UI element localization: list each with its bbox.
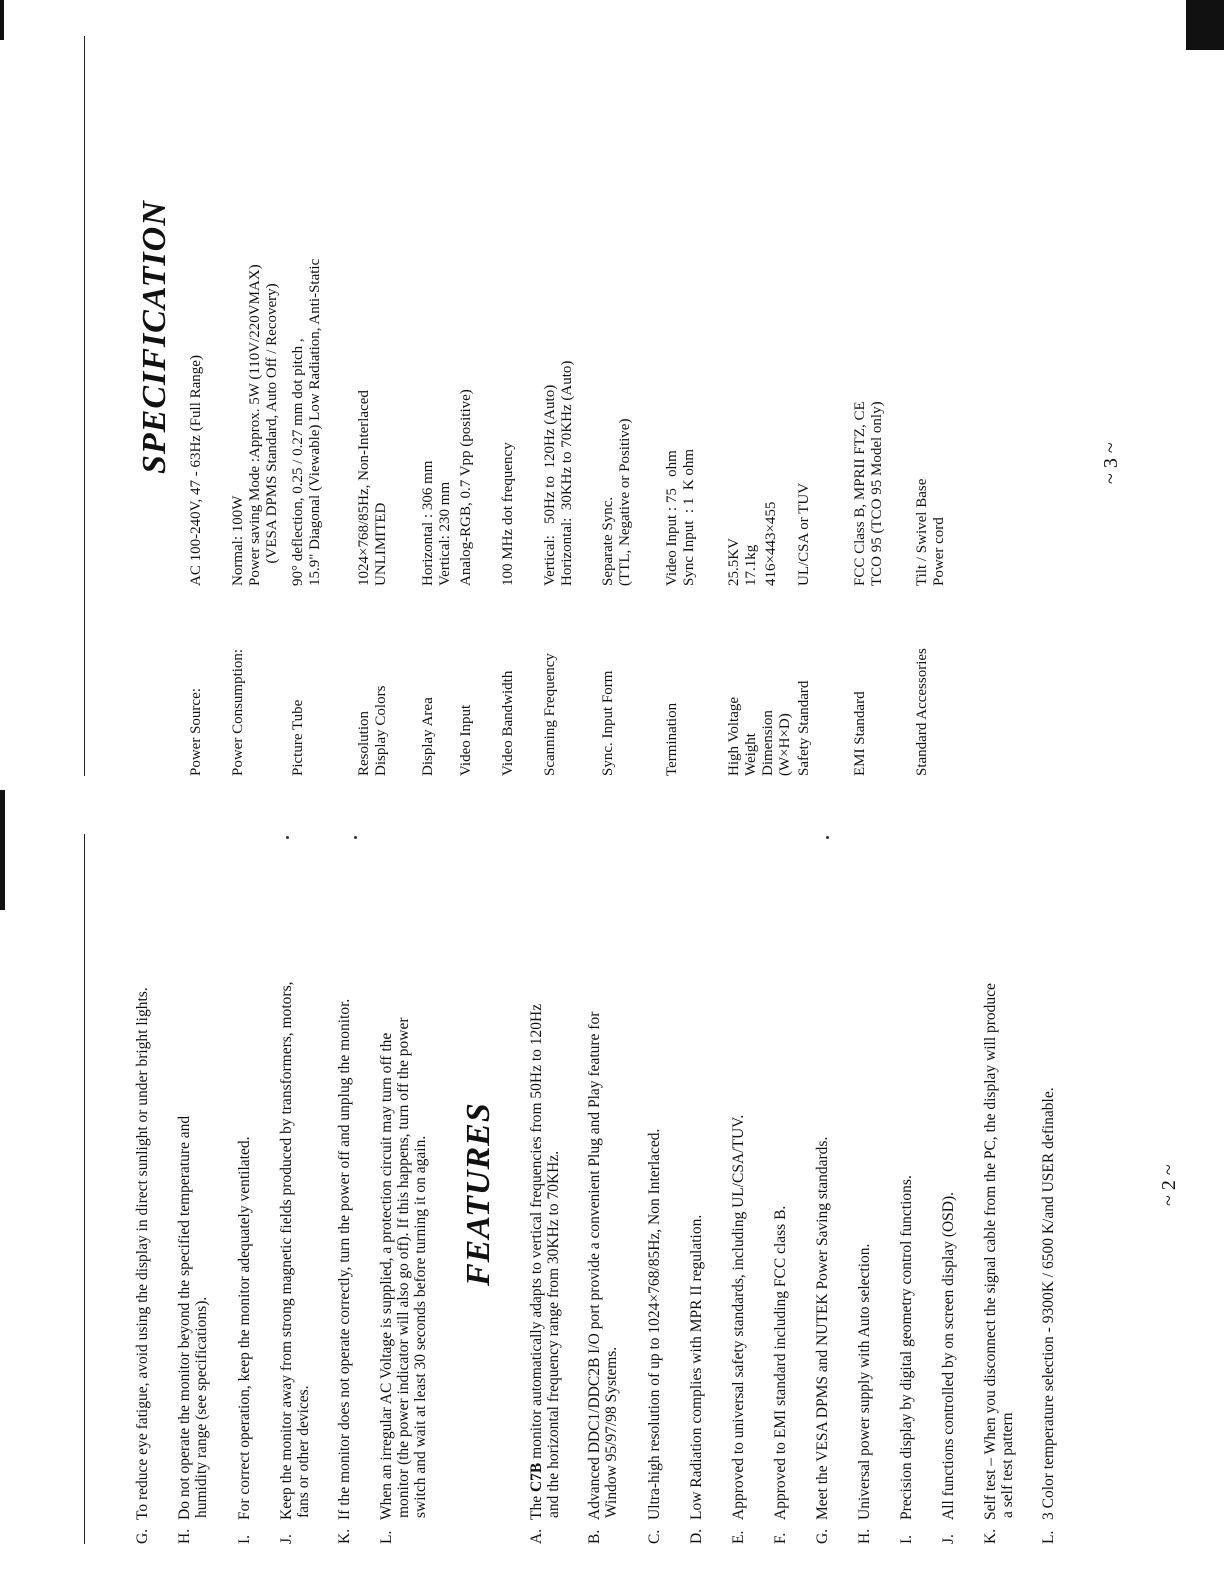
spec-label: EMI Standard: [852, 691, 868, 776]
feature-item-h: [856, 844, 873, 1544]
item-label: J.: [278, 1534, 295, 1544]
precaution-item-i: [236, 844, 253, 1544]
spec-value: Horizontal : 306 mm Vertical: 230 mm: [420, 460, 453, 586]
spec-label: Safety Standard: [796, 680, 812, 776]
spec-value: 90° deflection, 0.25 / 0.27 mm dot pitch , 15.9" Diagonal (Viewable) Low Radiation, Anti-Static: [290, 258, 323, 586]
top-rule: [84, 834, 85, 1544]
page-number: ~ 2 ~: [1158, 1164, 1180, 1206]
spec-value: Video Input : 75 ohm Sync Input : 1 K ohm: [664, 448, 697, 586]
spec-label: Sync. Input Form: [600, 670, 616, 776]
item-label: G.: [814, 1528, 831, 1544]
item-text: Low Radiation complies with MPR II regulation.: [688, 1214, 705, 1520]
item-text: When an irregular AC Voltage is supplied, a protection circuit may turn off the: [378, 1032, 395, 1520]
item-text: switch and wait at least 30 seconds before turning it on again.: [412, 1135, 429, 1518]
item-text: Universal power supply with Auto selection.: [856, 1243, 873, 1520]
spec-label: Termination: [664, 702, 680, 776]
precaution-item-k: [336, 844, 353, 1544]
scan-speck: [826, 836, 829, 839]
feature-item-f: [772, 844, 789, 1544]
spec-value: 1024×768/85Hz, Non-Interlaced UNLIMITED: [356, 390, 389, 586]
feature-item-g: [814, 844, 831, 1544]
item-label: D.: [688, 1528, 705, 1544]
spec-label: Standard Accessories: [914, 648, 930, 776]
item-text: Window 95/97/98 Systems.: [603, 1346, 620, 1518]
feature-item-d: [688, 844, 705, 1544]
spec-value: FCC Class B, MPRII FTZ, CE TCO 95 (TCO 95 Model only): [852, 401, 885, 586]
item-text: The: [528, 1492, 545, 1520]
item-text: monitor automatically adapts to vertical frequencies from 50Hz to 120Hz: [528, 1003, 545, 1463]
spec-value: Tilt / Swivel Base Power cord: [914, 478, 947, 586]
right-page: [0, 36, 1224, 776]
item-text: monitor (the power indicator will also go off). If this happens, turn off the power: [395, 1017, 412, 1518]
item-label: K.: [336, 1528, 353, 1544]
feature-item-j: [940, 844, 957, 1544]
precaution-item-l: [378, 844, 429, 1544]
item-label: K.: [982, 1528, 999, 1544]
item-text: Self test – When you disconnect the signal cable from the PC, the display will produce: [982, 983, 999, 1520]
precaution-item-g: [134, 844, 151, 1544]
page-number: ~ 3 ~: [1100, 442, 1122, 484]
spec-value: Separate Sync. (TTL, Negative or Positive): [600, 418, 633, 586]
item-text: Approved to EMI standard including FCC class B.: [772, 1205, 789, 1520]
item-label: F.: [772, 1532, 789, 1544]
item-text: Ultra-high resolution of up to 1024×768/85Hz, Non Interlaced.: [646, 1128, 663, 1520]
spec-value: 25.5KV 17.1kg 416×443×455: [726, 501, 779, 586]
spec-value: AC 100-240V, 47 - 63Hz (Full Range): [188, 355, 204, 586]
item-text: All functions controlled by on screen display (OSD).: [940, 1191, 957, 1520]
feature-item-c: [646, 844, 663, 1544]
item-label: I.: [898, 1534, 915, 1544]
item-text: For correct operation, keep the monitor adequately ventilated.: [236, 1136, 253, 1520]
item-label: L.: [1040, 1530, 1057, 1544]
spec-value: Normal: 100W Power saving Mode :Approx. 5W (110V/220VMAX) (VESA DPMS Standard, Auto Off / Recovery): [230, 264, 280, 586]
item-text: Meet the VESA DPMS and NUTEK Power Saving standards.: [814, 1136, 831, 1520]
model-name: C7B: [528, 1462, 545, 1493]
item-label: E.: [730, 1530, 747, 1544]
item-text: Precision display by digital geometry control functions.: [898, 1175, 915, 1520]
spec-value: 100 MHz dot frequency: [500, 442, 516, 586]
spec-label: Video Bandwidth: [500, 670, 516, 776]
item-text: Keep the monitor away from strong magnetic fields produced by transformers, motors,: [278, 981, 295, 1520]
spec-label: Display Area: [420, 697, 436, 776]
features-heading: FEATURES: [460, 1102, 497, 1286]
item-label: C.: [646, 1529, 663, 1544]
item-label: H.: [856, 1528, 873, 1544]
item-text: humidity range (see specifications).: [193, 1296, 210, 1518]
precaution-item-h: [176, 844, 210, 1544]
item-label: L.: [378, 1530, 395, 1544]
feature-item-e: [730, 844, 747, 1544]
item-label: A.: [528, 1528, 545, 1544]
feature-item-l: [1040, 844, 1057, 1544]
item-text: 3 Color temperature selection - 9300K / 6500 K/and USER definable.: [1040, 1087, 1057, 1520]
spec-label: Video Input: [458, 704, 474, 776]
item-text: To reduce eye fatigue, avoid using the display in direct sunlight or under bright lights.: [134, 987, 151, 1520]
item-text: fans or other devices.: [295, 1385, 312, 1518]
spec-value: Analog-RGB, 0.7 Vpp (positive): [458, 389, 474, 586]
top-rule: [84, 36, 85, 776]
scan-speck: [354, 836, 357, 839]
item-label: H.: [176, 1528, 193, 1544]
feature-item-k: [982, 844, 1016, 1544]
precaution-item-j: [278, 844, 312, 1544]
left-page: [0, 824, 1224, 1544]
scan-speck: [286, 836, 289, 839]
spec-label: High Voltage Weight Dimension (W×H×D): [726, 696, 793, 776]
item-label: J.: [940, 1534, 957, 1544]
spec-label: Power Source:: [188, 688, 204, 776]
item-text: Advanced DDC1/DDC2B I/O port provide a convenient Plug and Play feature for: [586, 1011, 603, 1520]
item-text: Approved to universal safety standards, including UL/CSA/TUV.: [730, 1114, 747, 1520]
item-text: Do not operate the monitor beyond the specified temperature and: [176, 1115, 193, 1520]
feature-item-i: [898, 844, 915, 1544]
feature-item-a: [528, 844, 562, 1544]
item-label: G.: [134, 1528, 151, 1544]
item-text: and the horizontal frequency range from 30KHz to 70KHz.: [545, 1150, 562, 1518]
feature-item-b: [586, 844, 620, 1544]
spec-label: Picture Tube: [290, 699, 306, 776]
spec-label: Resolution Display Colors: [356, 685, 389, 776]
specification-heading: SPECIFICATION: [136, 200, 173, 474]
item-text: If the monitor does not operate correctly, turn the power off and unplug the monitor.: [336, 998, 353, 1520]
item-label: B.: [586, 1529, 603, 1544]
spec-value: UL/CSA or TUV: [796, 482, 812, 586]
spec-label: Scanning Frequency: [542, 653, 558, 776]
spec-label: Power Consumption:: [230, 648, 246, 776]
item-text: a self test pattern: [999, 1412, 1016, 1518]
spec-value: Vertical: 50Hz to 120Hz (Auto) Horizontal: 30KHz to 70KHz (Auto): [542, 360, 575, 586]
item-label: I.: [236, 1534, 253, 1544]
